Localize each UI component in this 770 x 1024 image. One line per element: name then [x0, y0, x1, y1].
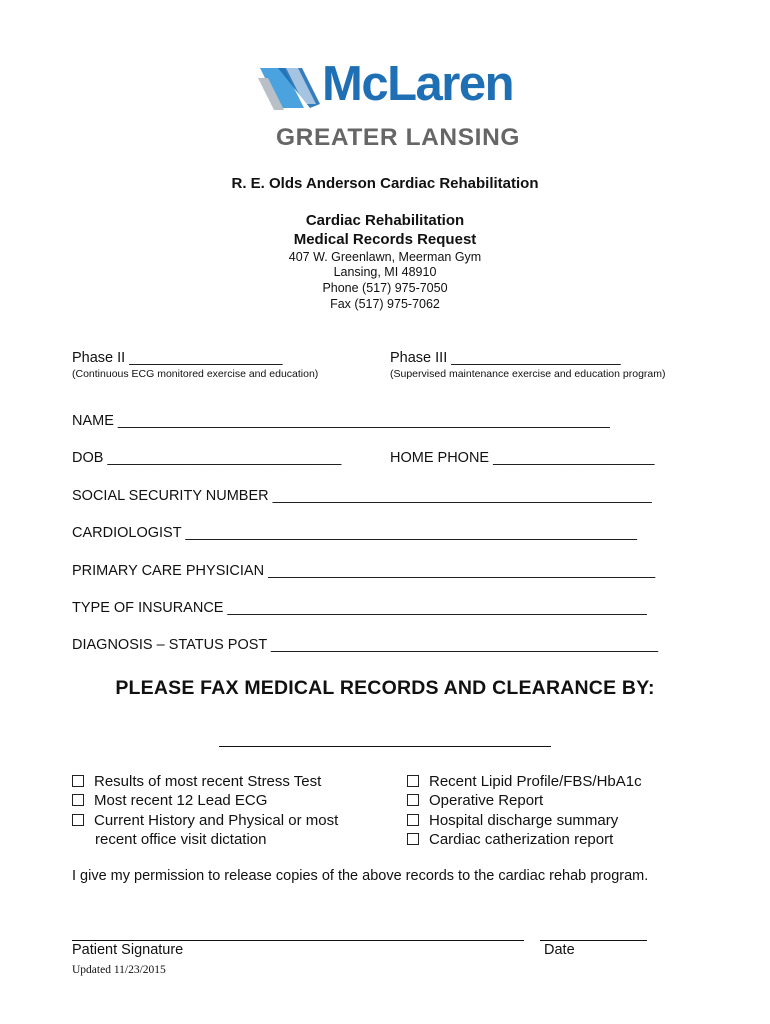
- date-line[interactable]: [540, 940, 647, 941]
- checklist-label: Current History and Physical or most: [94, 812, 339, 829]
- patient-signature-line[interactable]: [72, 940, 524, 941]
- checklist-item[interactable]: [407, 791, 543, 811]
- dob-field[interactable]: DOB _____________________________: [72, 450, 342, 466]
- form-title-line1: Cardiac Rehabilitation: [305, 212, 465, 229]
- checkbox[interactable]: [407, 775, 419, 787]
- city-line: Lansing, MI 48910: [333, 265, 437, 279]
- mclaren-logo-icon: [258, 64, 320, 112]
- checklist-item[interactable]: [72, 772, 321, 792]
- checklist-label-continuation: recent office visit dictation: [95, 831, 267, 848]
- phase2-note: (Continuous ECG monitored exercise and education): [72, 368, 319, 380]
- checklist-item[interactable]: [407, 772, 642, 792]
- cardiologist-field[interactable]: CARDIOLOGIST ________________________________________________________: [72, 525, 637, 541]
- checklist-label: Hospital discharge summary: [429, 812, 619, 829]
- phase3-note: (Supervised maintenance exercise and education program): [390, 368, 666, 380]
- address-line: 407 W. Greenlawn, Meerman Gym: [288, 250, 482, 264]
- checklist-label: Cardiac catherization report: [429, 831, 614, 848]
- date-label: Date: [544, 942, 575, 958]
- checkbox[interactable]: [407, 833, 419, 845]
- checklist-item[interactable]: [407, 811, 618, 831]
- checklist-item[interactable]: [72, 811, 338, 831]
- checkbox[interactable]: [72, 775, 84, 787]
- diagnosis-field[interactable]: DIAGNOSIS – STATUS POST ________________________________________________: [72, 637, 659, 653]
- checkbox[interactable]: [407, 794, 419, 806]
- insurance-field[interactable]: TYPE OF INSURANCE ____________________________________________________: [72, 600, 647, 616]
- fax-heading: PLEASE FAX MEDICAL RECORDS AND CLEARANCE BY:: [115, 677, 655, 699]
- ssn-field[interactable]: SOCIAL SECURITY NUMBER _______________________________________________: [72, 488, 652, 504]
- checkbox[interactable]: [407, 814, 419, 826]
- checkbox[interactable]: [72, 814, 84, 826]
- checklist-item[interactable]: [72, 791, 267, 811]
- pcp-field[interactable]: PRIMARY CARE PHYSICIAN ________________________________________________: [72, 563, 656, 579]
- program-title: R. E. Olds Anderson Cardiac Rehabilitation: [231, 175, 539, 192]
- patient-signature-label: Patient Signature: [72, 942, 184, 958]
- updated-date: Updated 11/23/2015: [72, 964, 166, 976]
- phase2-field[interactable]: Phase II ___________________: [72, 350, 283, 366]
- name-field[interactable]: NAME _____________________________________________________________: [72, 413, 610, 429]
- phone-line: Phone (517) 975-7050: [322, 281, 448, 295]
- checkbox[interactable]: [72, 794, 84, 806]
- checklist-label: Operative Report: [429, 792, 544, 809]
- checklist-label: Recent Lipid Profile/FBS/HbA1c: [429, 773, 642, 790]
- checklist-item[interactable]: [407, 830, 613, 850]
- home-phone-field[interactable]: HOME PHONE ____________________: [390, 450, 655, 466]
- logo-subtitle: GREATER LANSING: [276, 124, 521, 151]
- form-title-line2: Medical Records Request: [293, 231, 477, 248]
- checklist-label: Results of most recent Stress Test: [94, 773, 322, 790]
- fax-by-date-line[interactable]: [219, 746, 551, 747]
- fax-line: Fax (517) 975-7062: [330, 297, 440, 311]
- phase3-field[interactable]: Phase III _____________________: [390, 350, 621, 366]
- checklist-label: Most recent 12 Lead ECG: [94, 792, 268, 809]
- logo-wordmark: McLaren: [322, 57, 514, 111]
- permission-statement: I give my permission to release copies of the above records to the cardiac rehab program.: [72, 868, 649, 884]
